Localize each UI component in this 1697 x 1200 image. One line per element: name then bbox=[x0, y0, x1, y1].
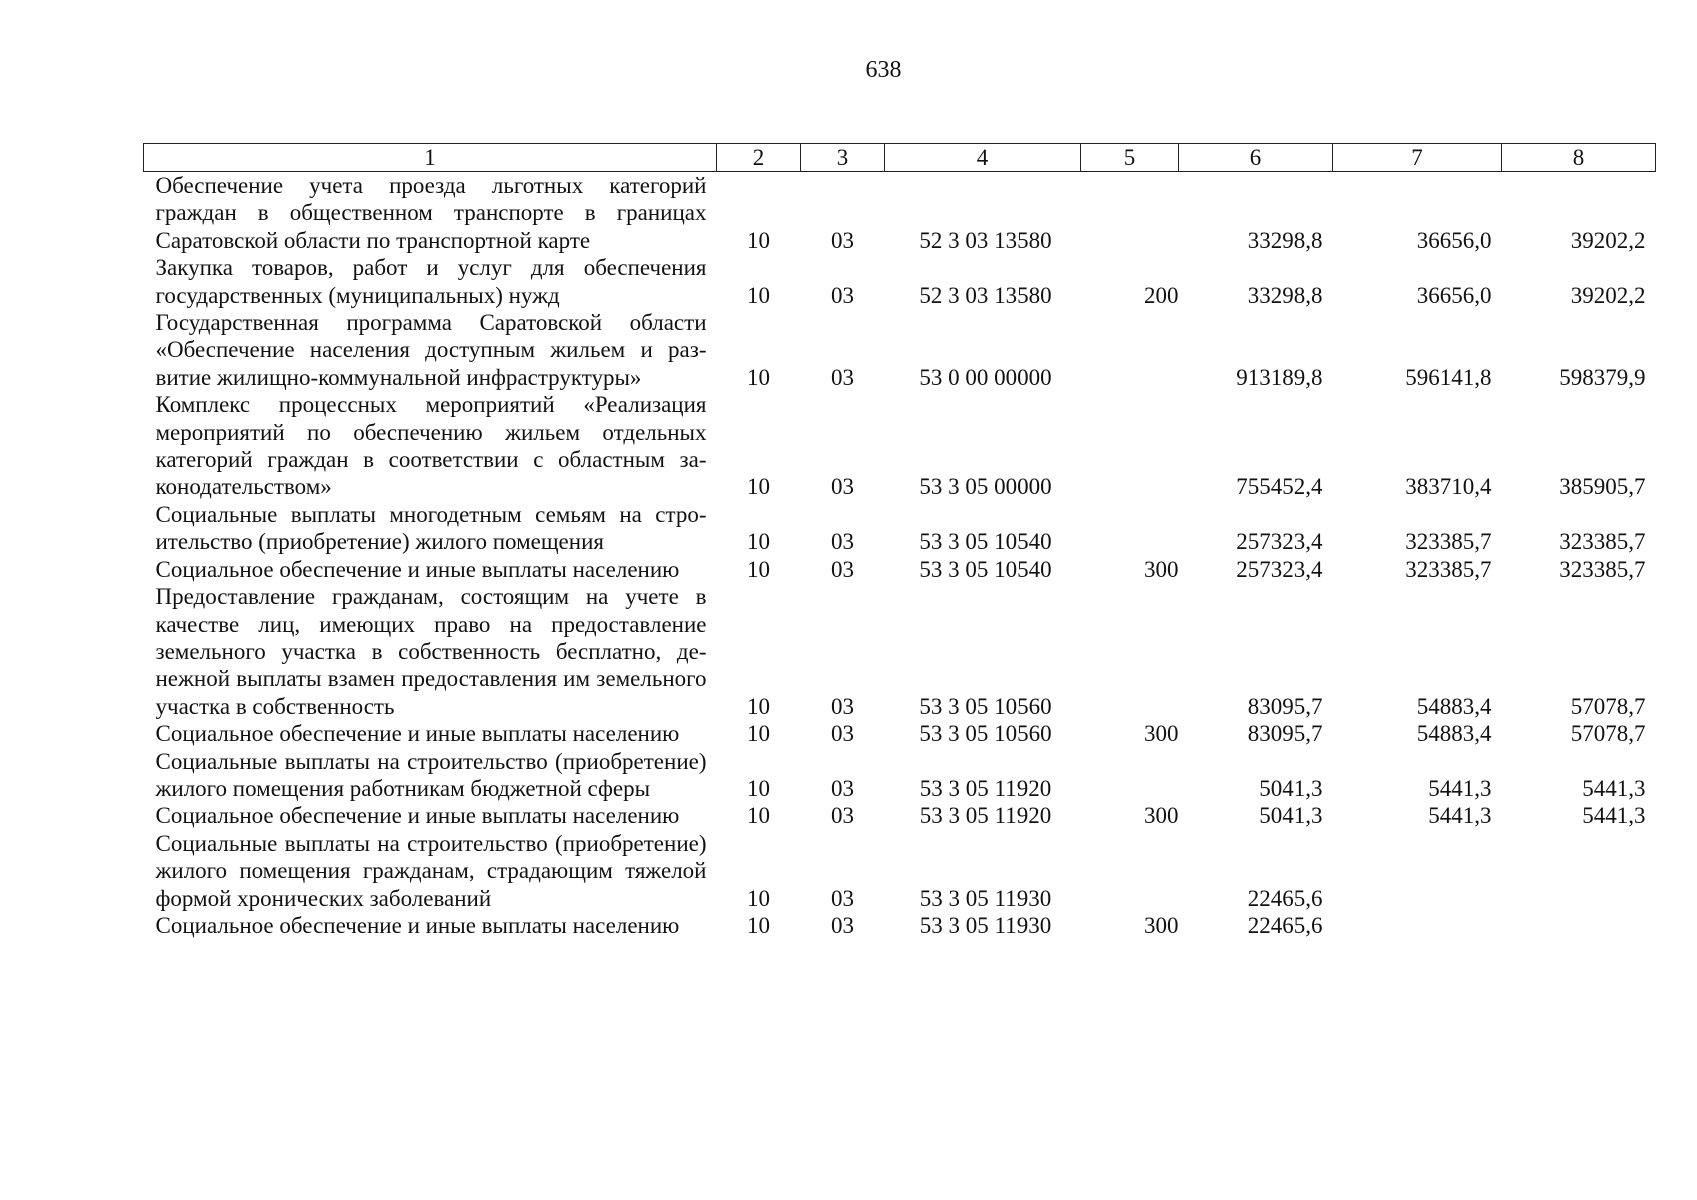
section-code: 10 bbox=[747, 693, 770, 719]
row-description: Обеспечение учета проезда льготных категорий граждан в общественном транспорте в границах Саратовской области по транспортной карте bbox=[155, 173, 707, 253]
target-article-code: 53 3 05 10560 bbox=[919, 693, 1052, 719]
subsection-code: 03 bbox=[831, 885, 854, 911]
amount-col-7: 54883,4 bbox=[1416, 693, 1492, 719]
budget-table bbox=[143, 143, 1656, 939]
section-code: 10 bbox=[747, 885, 770, 911]
amount-col-7: 323385,7 bbox=[1405, 556, 1492, 582]
subsection-code: 03 bbox=[831, 721, 854, 747]
subsection-code: 03 bbox=[831, 693, 854, 719]
amount-col-8: 385905,7 bbox=[1559, 474, 1646, 500]
target-article-code: 53 3 05 10540 bbox=[919, 529, 1052, 555]
section-code: 10 bbox=[747, 529, 770, 555]
expense-type-code: 300 bbox=[1144, 912, 1179, 938]
section-code: 10 bbox=[747, 364, 770, 390]
row-description: Социальное обеспечение и иные выплаты населению bbox=[155, 803, 680, 829]
table-row bbox=[144, 391, 1656, 501]
target-article-code: 53 3 05 11930 bbox=[919, 885, 1052, 911]
expense-type-code: 300 bbox=[1144, 721, 1179, 747]
amount-col-8 bbox=[1502, 830, 1656, 912]
subsection-code: 03 bbox=[831, 282, 854, 308]
table-row bbox=[144, 720, 1656, 747]
section-code: 10 bbox=[747, 556, 770, 582]
subsection-code: 03 bbox=[831, 364, 854, 390]
expense-type-code bbox=[1081, 501, 1179, 556]
section-code: 10 bbox=[747, 227, 770, 253]
target-article-code: 53 3 05 11920 bbox=[919, 775, 1052, 801]
target-article-code: 53 3 05 10560 bbox=[919, 721, 1052, 747]
row-description: Закупка товаров, работ и услуг для обеспечения государственных (муниципальных) нужд bbox=[155, 255, 707, 308]
amount-col-7: 5441,3 bbox=[1428, 803, 1492, 829]
amount-col-8: 5441,3 bbox=[1582, 803, 1646, 829]
amount-col-6: 83095,7 bbox=[1247, 721, 1323, 747]
column-header: 4 bbox=[885, 144, 1081, 172]
column-header: 3 bbox=[801, 144, 885, 172]
section-code: 10 bbox=[747, 282, 770, 308]
amount-col-7: 5441,3 bbox=[1428, 775, 1492, 801]
table-row bbox=[144, 802, 1656, 829]
target-article-code: 52 3 03 13580 bbox=[919, 227, 1052, 253]
row-description: Предоставление гражданам, состоящим на учете в качестве лиц, имеющих право на предоставление земельного участка в собственность бесплатно, денежной выплаты взамен предоставления им земельного участка в собственность bbox=[155, 584, 707, 719]
row-description: Социальное обеспечение и иные выплаты населению bbox=[155, 912, 680, 938]
subsection-code: 03 bbox=[831, 529, 854, 555]
amount-col-6: 22465,6 bbox=[1247, 912, 1323, 938]
amount-col-8: 323385,7 bbox=[1559, 529, 1646, 555]
amount-col-8: 5441,3 bbox=[1582, 775, 1646, 801]
column-header: 6 bbox=[1179, 144, 1333, 172]
table-row bbox=[144, 172, 1656, 255]
table-row bbox=[144, 830, 1656, 912]
table-row bbox=[144, 912, 1656, 939]
section-code: 10 bbox=[747, 803, 770, 829]
amount-col-6: 5041,3 bbox=[1259, 803, 1323, 829]
target-article-code: 52 3 03 13580 bbox=[919, 282, 1052, 308]
expense-type-code bbox=[1081, 830, 1179, 912]
table-row bbox=[144, 583, 1656, 720]
page-number: 638 bbox=[865, 57, 902, 83]
expense-type-code: 300 bbox=[1144, 556, 1179, 582]
table-row bbox=[144, 748, 1656, 803]
amount-col-8: 598379,9 bbox=[1559, 364, 1646, 390]
target-article-code: 53 0 00 00000 bbox=[919, 364, 1052, 390]
table-row bbox=[144, 556, 1656, 583]
subsection-code: 03 bbox=[831, 912, 854, 938]
amount-col-6: 755452,4 bbox=[1236, 474, 1323, 500]
amount-col-7: 36656,0 bbox=[1416, 282, 1492, 308]
amount-col-8: 57078,7 bbox=[1570, 721, 1646, 747]
target-article-code: 53 3 05 10540 bbox=[919, 556, 1052, 582]
column-header: 8 bbox=[1502, 144, 1656, 172]
table-row bbox=[144, 254, 1656, 309]
expense-type-code bbox=[1081, 583, 1179, 720]
subsection-code: 03 bbox=[831, 803, 854, 829]
amount-col-6: 83095,7 bbox=[1247, 693, 1323, 719]
table-body bbox=[144, 172, 1656, 940]
row-description: Социальное обеспечение и иные выплаты населению bbox=[155, 556, 680, 582]
row-description: Социальные выплаты многодетным семьям на строительство (приобретение) жилого помещения bbox=[155, 501, 707, 555]
amount-col-6: 913189,8 bbox=[1236, 364, 1323, 390]
expense-type-code bbox=[1081, 309, 1179, 391]
column-header: 5 bbox=[1081, 144, 1179, 172]
target-article-code: 53 3 05 11930 bbox=[919, 912, 1052, 938]
expense-type-code: 300 bbox=[1144, 803, 1179, 829]
amount-col-6: 33298,8 bbox=[1247, 282, 1323, 308]
section-code: 10 bbox=[747, 912, 770, 938]
amount-col-6: 33298,8 bbox=[1247, 227, 1323, 253]
amount-col-8: 57078,7 bbox=[1570, 693, 1646, 719]
amount-col-7 bbox=[1333, 912, 1502, 939]
amount-col-7: 596141,8 bbox=[1405, 364, 1492, 390]
amount-col-7 bbox=[1333, 830, 1502, 912]
subsection-code: 03 bbox=[831, 227, 854, 253]
column-header: 2 bbox=[717, 144, 801, 172]
amount-col-8: 39202,2 bbox=[1570, 282, 1646, 308]
expense-type-code bbox=[1081, 172, 1179, 255]
amount-col-6: 257323,4 bbox=[1236, 556, 1323, 582]
amount-col-6: 257323,4 bbox=[1236, 529, 1323, 555]
column-header: 1 bbox=[144, 144, 717, 172]
amount-col-7: 54883,4 bbox=[1416, 721, 1492, 747]
row-description: Комплекс процессных мероприятий «Реализация мероприятий по обеспечению жильем отдельных категорий граждан в соответствии с областным законодательством» bbox=[155, 392, 707, 500]
section-code: 10 bbox=[747, 721, 770, 747]
section-code: 10 bbox=[747, 775, 770, 801]
column-header: 7 bbox=[1333, 144, 1502, 172]
row-description: Социальные выплаты на строительство (приобретение) жилого помещения гражданам, страдающим тяжелой формой хронических заболеваний bbox=[155, 830, 707, 911]
amount-col-7: 36656,0 bbox=[1416, 227, 1492, 253]
amount-col-7: 383710,4 bbox=[1405, 474, 1492, 500]
row-description: Социальные выплаты на строительство (приобретение) жилого помещения работникам бюджетной сферы bbox=[155, 748, 707, 801]
subsection-code: 03 bbox=[831, 775, 854, 801]
subsection-code: 03 bbox=[831, 556, 854, 582]
amount-col-7: 323385,7 bbox=[1405, 529, 1492, 555]
expense-type-code bbox=[1081, 391, 1179, 501]
table-row bbox=[144, 309, 1656, 391]
amount-col-8 bbox=[1502, 912, 1656, 939]
target-article-code: 53 3 05 11920 bbox=[919, 803, 1052, 829]
header-row bbox=[144, 144, 1656, 172]
row-description: Государственная программа Саратовской области «Обеспечение населения доступным жильем и развитие жилищно-коммунальной инфраструктуры» bbox=[155, 310, 707, 390]
amount-col-8: 39202,2 bbox=[1570, 227, 1646, 253]
expense-type-code bbox=[1081, 748, 1179, 803]
table-row bbox=[144, 501, 1656, 556]
amount-col-6: 5041,3 bbox=[1259, 775, 1323, 801]
target-article-code: 53 3 05 00000 bbox=[919, 474, 1052, 500]
amount-col-8: 323385,7 bbox=[1559, 556, 1646, 582]
subsection-code: 03 bbox=[831, 474, 854, 500]
amount-col-6: 22465,6 bbox=[1247, 885, 1323, 911]
section-code: 10 bbox=[747, 474, 770, 500]
expense-type-code: 200 bbox=[1144, 282, 1179, 308]
row-description: Социальное обеспечение и иные выплаты населению bbox=[155, 721, 680, 747]
